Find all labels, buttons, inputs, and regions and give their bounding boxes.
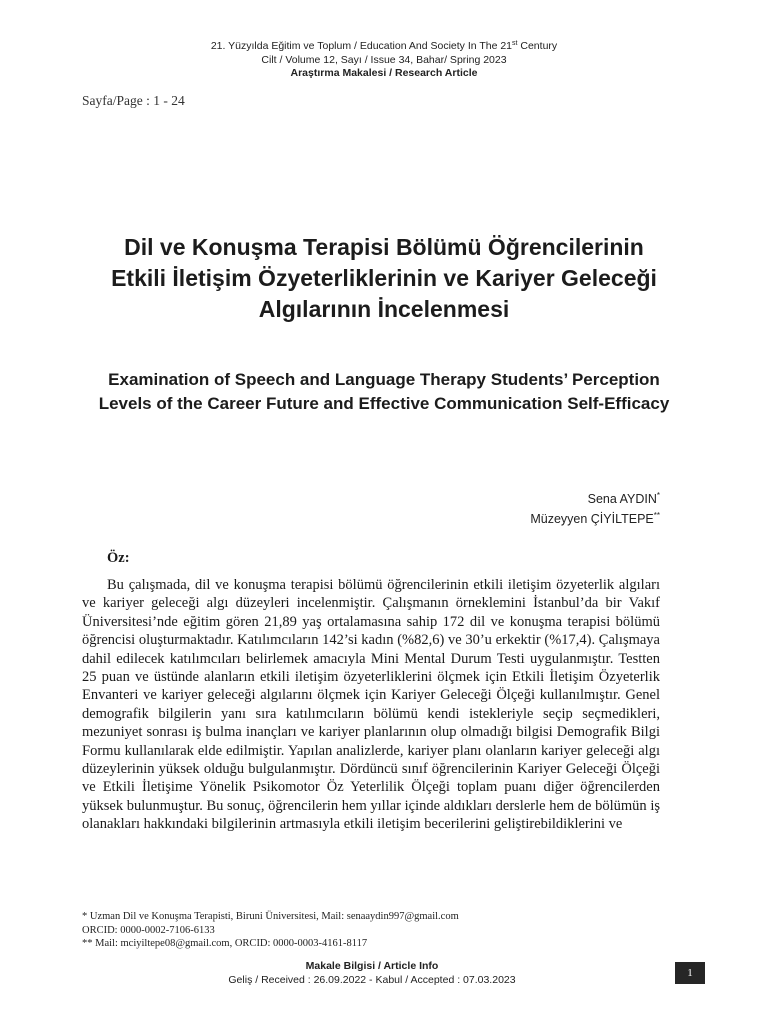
abstract-heading: Öz: [107, 550, 130, 566]
footnote: * Uzman Dil ve Konuşma Terapisti, Biruni Üniversitesi, Mail: senaaydin997@gmail.com [82, 911, 459, 922]
journal-header [0, 40, 768, 81]
journal-name: 21. Yüzyılda Eğitim ve Toplum / Education And Society In The 21st Century [210, 40, 558, 52]
journal-volume: Cilt / Volume 12, Sayı / Issue 34, Bahar/ Spring 2023 [261, 53, 507, 66]
title-turkish-line: Algılarının İncelenmesi [258, 296, 510, 322]
author-name: Müzeyyen ÇİYİLTEPE [530, 512, 654, 526]
author [530, 489, 660, 509]
author-footnote-mark: * [656, 491, 660, 500]
article-info-dates: Geliş / Received : 26.09.2022 - Kabul / Accepted : 07.03.2023 [228, 974, 516, 986]
article-info [0, 959, 744, 987]
title-english-line: Examination of Speech and Language Therapy Students’ Perception [108, 370, 660, 389]
footnote: ORCID: 0000-0002-7106-6133 [82, 924, 215, 936]
title-english [50, 368, 718, 416]
title-turkish [60, 232, 708, 325]
authors [530, 489, 660, 529]
article-info-label: Makale Bilgisi / Article Info [305, 960, 439, 972]
author [530, 509, 660, 529]
title-turkish-line: Etkili İletişim Özyeterliklerinin ve Kariyer Geleceği [111, 265, 657, 291]
footnotes [82, 910, 682, 951]
title-english-line: Levels of the Career Future and Effective Communication Self-Efficacy [98, 394, 670, 413]
title-turkish-line: Dil ve Konuşma Terapisi Bölümü Öğrencilerinin [124, 234, 644, 260]
author-name: Sena AYDIN [587, 492, 657, 506]
page-number: 1 [675, 962, 705, 984]
article-type: Araştırma Makalesi / Research Article [290, 67, 478, 79]
page-range: Sayfa/Page : 1 - 24 [82, 93, 185, 108]
author-footnote-mark: ** [653, 511, 660, 520]
footnote: ** Mail: mciyiltepe08@gmail.com, ORCID: 0000-0003-4161-8117 [82, 938, 368, 949]
abstract-body: Bu çalışmada, dil ve konuşma terapisi bölümü öğrencilerinin etkili iletişim özyeterlik algıları ve kariyer geleceği algı düzeyleri incelenmiştir. Çalışmanın örneklemini İstanbul’da bir Vakıf Üniversitesi’nde eğitim gören 21,89 yaş ortalamasına sahip 172 dil ve konuşma terapisi bölümü öğrencisi oluşturmaktadır. Katılımcıların 142’si kadın (%82,6) ve 30’u erkektir (%17,4). Çalışmaya dahil edilecek katılımcıları belirlemek amacıyla Mini Mental Durum Testi uygulanmıştır. Testten 25 puan ve üstünde alanların etkili iletişim özyeterliklerini ölçmek için Etkili İletişim Özyeterlik Envanteri ve kariyer geleceği algılarını ölçmek için Kariyer Geleceği Ölçeği kullanılmıştır. Genel demografik bilgilerin yanı sıra katılımcıların bölümü kendi istekleriyle seçip seçmedikleri, mezuniyet sonrası iş bulma inançları ve kariyer planlarının olup olmadığı bilgisi Demografik Bilgi Formu kullanılarak elde edilmiştir. Yapılan analizlerde, kariyer planı olanların kariyer geleceği algı düzeylerinin yüksek olduğu bulgulanmıştır. Dördüncü sınıf öğrencilerinin Kariyer Geleceği Ölçeği ve Etkili İletişime Yönelik Psikomotor Öz Yeterlilik Ölçeği toplam puanı diğer öğrencilerden yüksek bulunmuştur. Bu sonuç, öğrencilerin hem yıllar içinde aldıkları derslerle hem de bölümün iş olanakları hakkındaki bilgilerinin artmasıyla etkili iletişim becerilerini geliştirebildiklerini ve [82, 577, 660, 833]
